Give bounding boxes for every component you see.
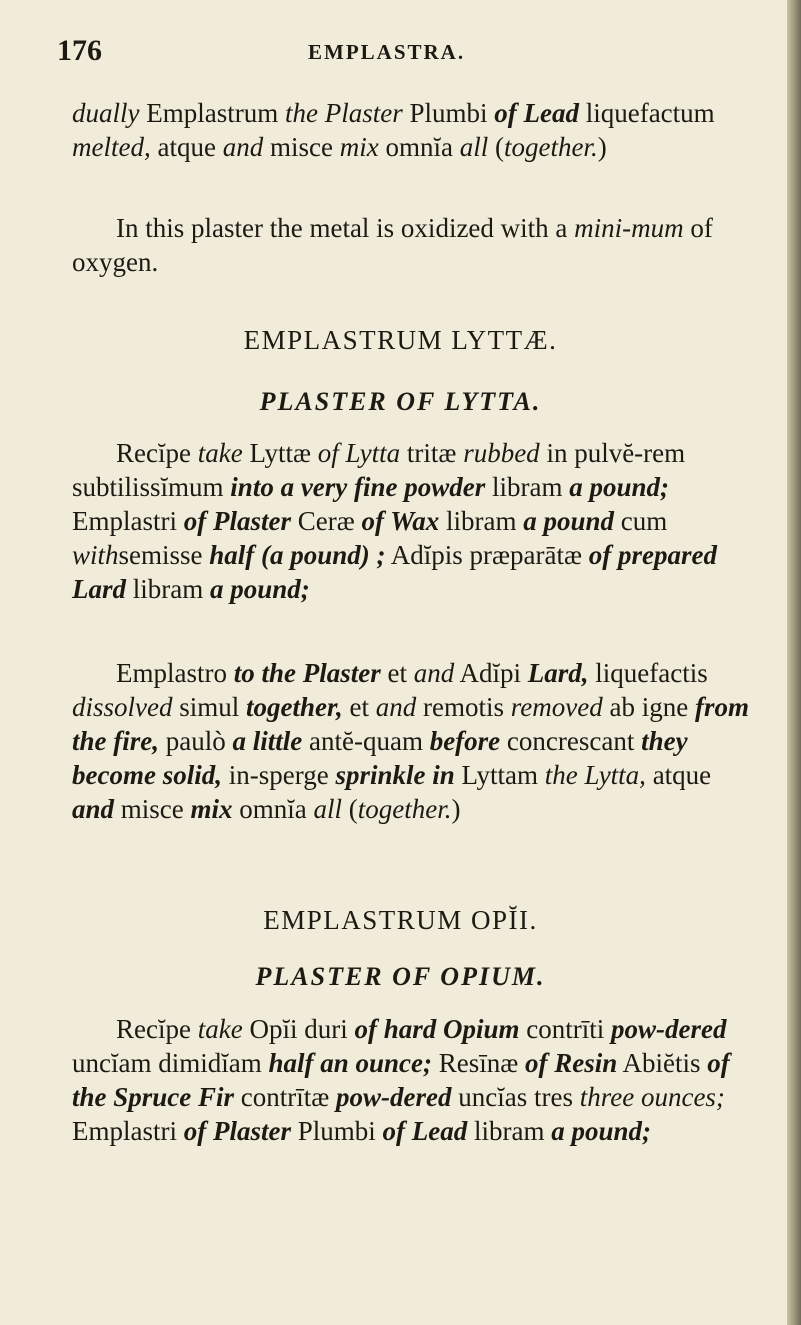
recipe-paragraph-lytta: Recĭpe take Lyttæ of Lytta tritæ rubbed in pulvĕ-rem subtilissĭmum into a very fine powder libram a pound; Emplastri of Plaster Ceræ of Wax libram a pound cum withsemisse half (a pound) ; Adĭpis præparātæ of prepared Lard libram a pound; xyxy=(72,438,718,604)
section-heading-lyttae: EMPLASTRUM LYTTÆ. xyxy=(243,325,558,355)
page-header xyxy=(0,34,801,74)
section-subheading-lytta: PLASTER OF LYTTA. xyxy=(259,387,542,416)
section-subheading-opium: PLASTER OF OPIUM. xyxy=(255,962,546,991)
section-heading-opii: EMPLASTRUM OPĬI. xyxy=(263,905,538,935)
method-paragraph-lytta: Emplastro to the Plaster et and Adĭpi Lard, liquefactis dissolved simul together, et and remotis removed ab igne from the fire, paulò a little antĕ-quam before concrescant they become solid, in-sperge sprinkle in Lyttam the Lytta, atque and misce mix omnĭa all (together.) xyxy=(72,658,749,824)
running-head: EMPLASTRA. xyxy=(308,40,466,64)
recipe-paragraph-opium: Recĭpe take Opĭi duri of hard Opium contrīti pow-dered uncĭam dimidĭam half an ounce; Resīnæ of Resin Abiĕtis of the Spruce Fir contrītæ pow-dered uncĭas tres three ounces; Emplastri of Plaster Plumbi of Lead libram a pound; xyxy=(72,1014,730,1146)
page-edge-shadow xyxy=(787,0,801,1325)
paragraph-continuation: dually Emplastrum the Plaster Plumbi of Lead liquefactum melted, atque and misce mix omnĭa all (together.) xyxy=(72,98,715,162)
page-number: 176 xyxy=(57,34,102,67)
editorial-note: In this plaster the metal is oxidized with a mini-mum of oxygen. xyxy=(72,213,713,277)
